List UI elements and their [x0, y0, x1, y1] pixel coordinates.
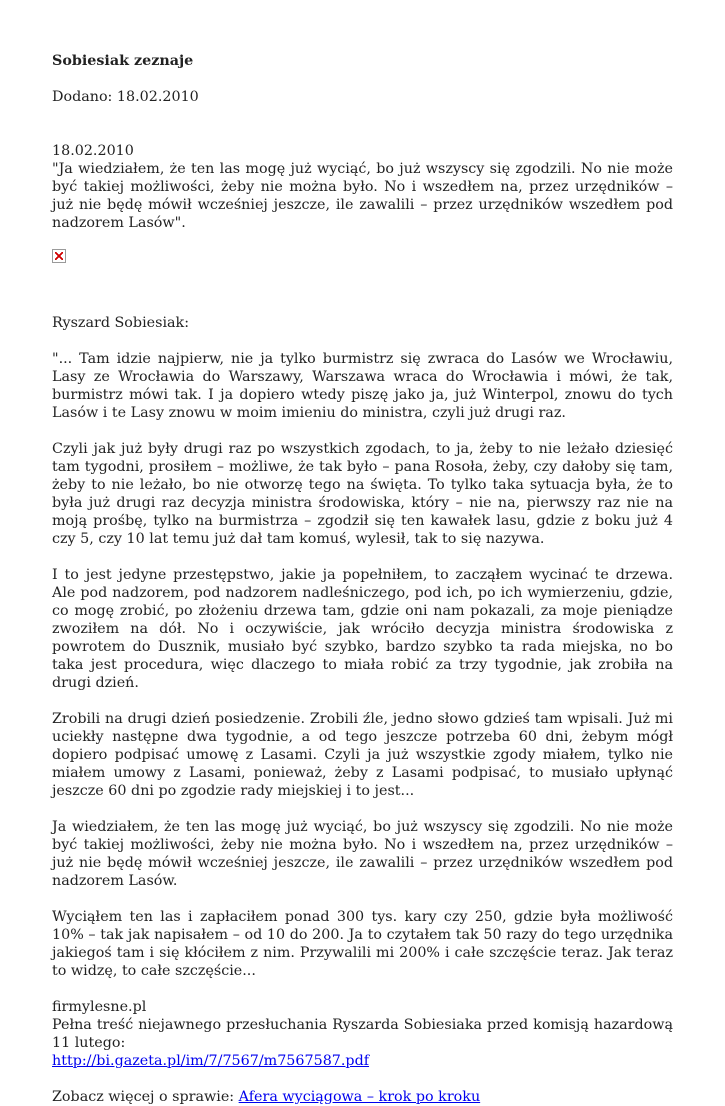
full-text-note: Pełna treść niejawnego przesłuchania Ryszarda Sobiesiaka przed komisją hazardową 11 lutego:	[52, 1017, 673, 1051]
source-label: firmylesne.pl	[52, 999, 147, 1015]
see-more-link[interactable]: Afera wyciągowa – krok po kroku	[238, 1089, 481, 1105]
paragraph-5: Ja wiedziałem, że ten las mogę już wyciąć, bo już wszyscy się zgodzili. No nie może być takiej możliwości, żeby nie można było. No i wszedłem na, przez urzędników – już nie będę mówił wcześniej jeszcze, ile zawalili – przez urzędników wszedłem pod nadzorem Lasów.	[52, 819, 673, 889]
pdf-link[interactable]: http://bi.gazeta.pl/im/7/7567/m7567587.pdf	[52, 1053, 370, 1069]
article-title: Sobiesiak zeznaje	[52, 53, 194, 69]
speaker-label: Ryszard Sobiesiak:	[52, 315, 190, 331]
see-more-line	[52, 1088, 673, 1106]
see-more-label: Zobacz więcej o sprawie:	[52, 1089, 239, 1105]
article-date: 18.02.2010	[52, 143, 134, 159]
image-placeholder	[52, 249, 673, 263]
paragraph-3: I to jest jedyne przestępstwo, jakie ja popełniłem, to zacząłem wycinać te drzewa. Ale pod nadzorem, pod nadzorem nadleśniczego, pod ich, po ich wymierzeniu, gdzie, co mogę zrobić, po złożeniu drzewa tam, gdzie oni nam pokazali, za moje pieniądze zwoziłem na dół. No i oczywiście, jak wróciło decyzja ministra środowiska z powrotem do Dusznik, musiało być szybko, bardzo szybko ta rada miejska, no bo taka jest procedura, więc dlaczego to miała robić za trzy tygodnie, jak zrobiła na drugi dzień.	[52, 567, 673, 691]
lead-quote: "Ja wiedziałem, że ten las mogę już wyciąć, bo już wszyscy się zgodzili. No nie może być takiej możliwości, żeby nie można było. No i wszedłem na, przez urzędników – już nie będę mówił wcześniej jeszcze, ile zawalili – przez urzędników wszedłem pod nadzorem Lasów".	[52, 161, 673, 231]
broken-image-icon	[52, 249, 66, 263]
article	[52, 52, 673, 1106]
pdf-link-line	[52, 1052, 673, 1070]
paragraph-2: Czyli jak już były drugi raz po wszystkich zgodach, to ja, żeby to nie leżało dziesięć tam tygodni, prosiłem – możliwe, że tak było – pana Rosoła, żeby, czy dałoby się tam, żeby to nie leżało, bo nie otworzę tego na święta. To tylko taka sytuacja była, że to była już drugi raz decyzja ministra środowiska, który – nie na, pierwszy raz nie na moją prośbę, tylko na burmistrza – zgodził się ten kawałek lasu, gdzie z boku już 4 czy 5, czy 10 lat temu już dał tam komuś, wylesił, tak to się nazywa.	[52, 441, 673, 547]
date-added: Dodano: 18.02.2010	[52, 89, 199, 105]
paragraph-4: Zrobili na drugi dzień posiedzenie. Zrobili źle, jedno słowo gdzieś tam wpisali. Już mi uciekły następne dwa tygodnie, a od tego jeszcze potrzeba 60 dni, żebym mógł dopiero podpisać umowę z Lasami. Czyli ja już wszystkie zgody miałem, tylko nie miałem umowy z Lasami, ponieważ, żeby z Lasami podpisać, to musiało upłynąć jeszcze 60 dni po zgodzie rady miejskiej i to jest...	[52, 711, 673, 799]
paragraph-1: "... Tam idzie najpierw, nie ja tylko burmistrz się zwraca do Lasów we Wrocławiu, Lasy ze Wrocławia do Warszawy, Warszawa wraca do Wrocławia i mówi, że tak, burmistrz mówi tak. I ja dopiero wtedy piszę jako ja, już Winterpol, znowu do tych Lasów i te Lasy znowu w moim imieniu do ministra, czyli już drugi raz.	[52, 351, 673, 421]
paragraph-6: Wyciąłem ten las i zapłaciłem ponad 300 tys. kary czy 250, gdzie była możliwość 10% – tak jak napisałem – od 10 do 200. Ja to czytałem tak 50 razy do tego urzędnika jakiegoś tam i się kłóciłem z nim. Przywalili mi 200% i całe szczęście teraz. Jak teraz to widzę, to całe szczęście...	[52, 909, 673, 979]
